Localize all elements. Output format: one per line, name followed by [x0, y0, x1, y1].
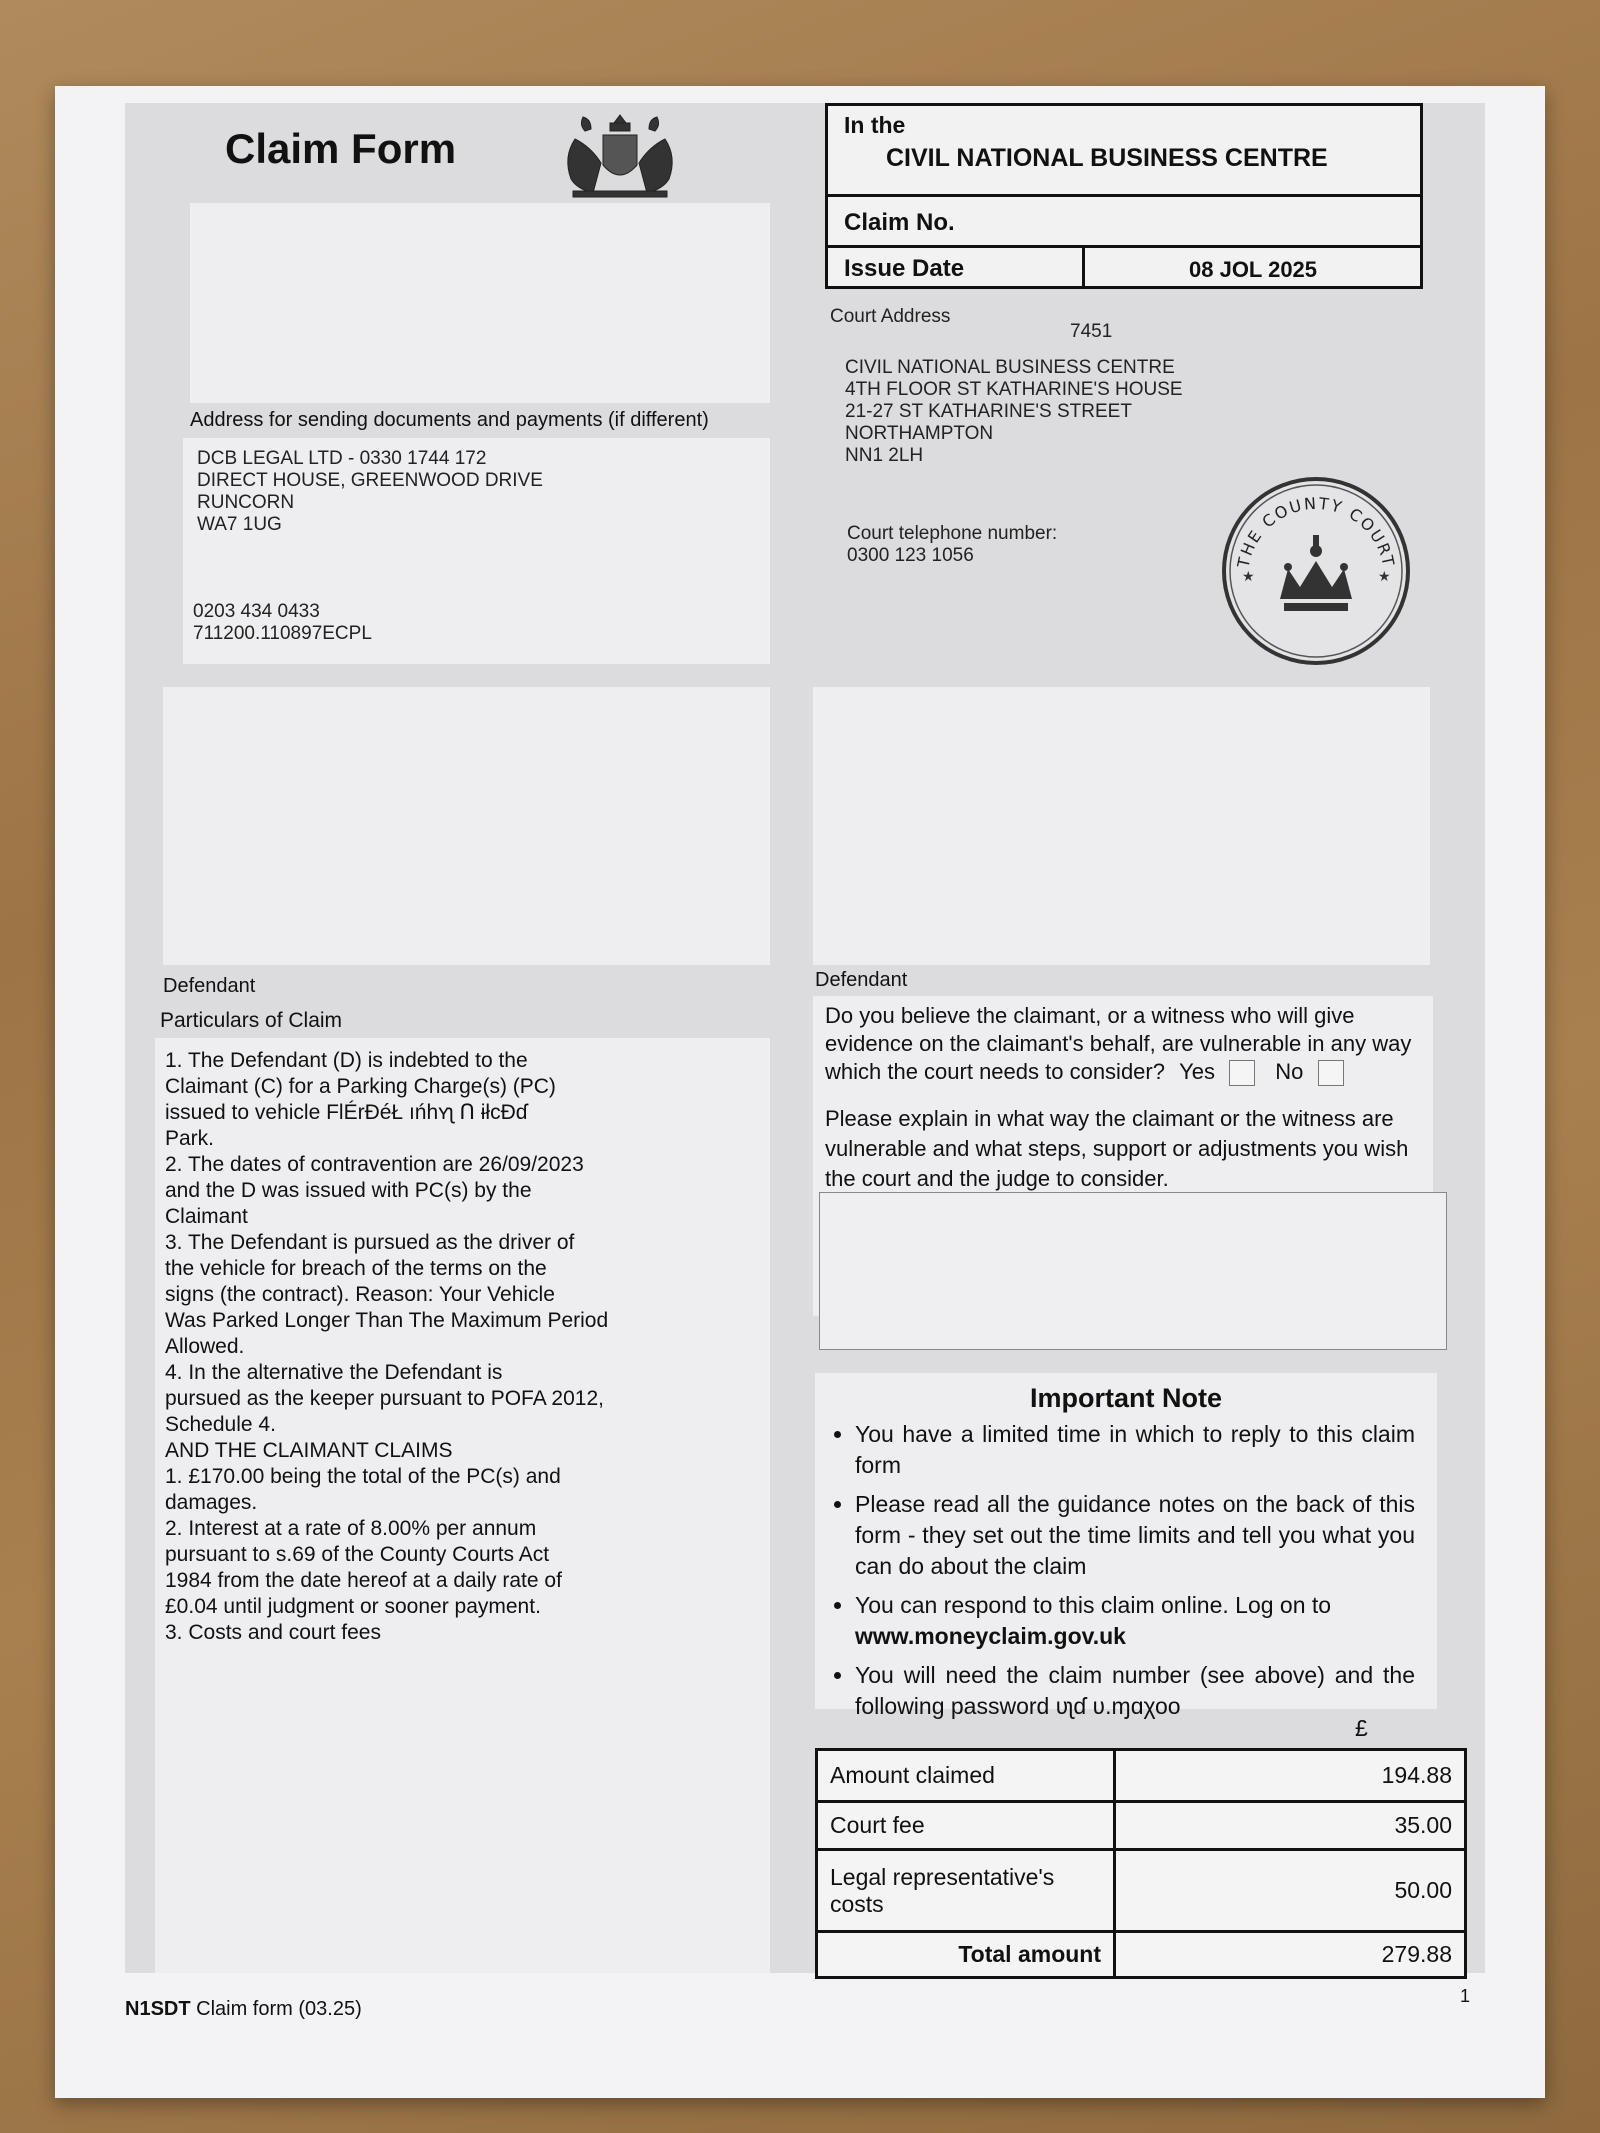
particulars-line: Schedule 4. [165, 1413, 276, 1436]
particulars-line: Park. [165, 1127, 215, 1150]
particulars-line: Claimant (C) for a Parking Charge(s) (PC) [165, 1075, 556, 1098]
claimant-address-box [183, 438, 770, 664]
page-number: 1 [1460, 1986, 1471, 2006]
particulars-line: and the D was issued with PC(s) by the [165, 1179, 532, 1202]
vulnerability-box [813, 996, 1433, 1316]
no-checkbox[interactable] [1318, 1060, 1344, 1086]
moneyclaim-link[interactable]: www.moneyclaim.gov.uk [855, 1623, 1126, 1649]
court-telephone-value: 0300 123 1056 [847, 545, 974, 566]
table-row [817, 1750, 1466, 1802]
amounts-table [815, 1748, 1467, 1979]
particulars-line: AND THE CLAIMANT CLAIMS [165, 1439, 453, 1462]
claim-no-label: Claim No. [844, 209, 955, 236]
yes-label: Yes [1179, 1059, 1215, 1084]
important-note-item: • You can respond to this claim online. Log on to www.moneyclaim.gov.uk [855, 1590, 1415, 1652]
form-code [125, 1998, 362, 2021]
particulars-line: £0.04 until judgment or sooner payment. [165, 1595, 541, 1618]
particulars-label: Particulars of Claim [160, 1009, 343, 1032]
seal-text: THE COUNTY COURT [1233, 493, 1399, 570]
claimant-name-box [190, 203, 770, 403]
claimant-reference: 711200.110897ECPL [193, 623, 372, 644]
vulnerability-explain-field[interactable] [819, 1192, 1447, 1350]
currency-symbol: £ [1355, 1715, 1368, 1741]
defendant-box-left [163, 687, 770, 965]
yes-checkbox[interactable] [1229, 1060, 1255, 1086]
defendant-label-right: Defendant [815, 969, 908, 991]
particulars-line: 1984 from the date hereof at a daily rate of [165, 1569, 562, 1592]
court-address-label: Court Address [830, 306, 951, 327]
important-note-heading: Important Note [1030, 1383, 1222, 1413]
court-telephone-label: Court telephone number: [847, 523, 1058, 544]
court-address-line: NN1 2LH [845, 445, 924, 466]
court-address-code: 7451 [1070, 321, 1113, 342]
important-note-box [815, 1373, 1437, 1719]
particulars-box [155, 1038, 770, 1973]
particulars-text [165, 1048, 608, 1646]
amount-label: Legal representative's costs [817, 1850, 1115, 1932]
court-address-line: 21-27 ST KATHARINE'S STREET [845, 401, 1132, 422]
particulars-line: 2. Interest at a rate of 8.00% per annum [165, 1517, 537, 1540]
court-address-line: 4TH FLOOR ST KATHARINE'S HOUSE [845, 379, 1183, 400]
form-title: Claim Form [225, 125, 457, 172]
court-address-line: CIVIL NATIONAL BUSINESS CENTRE [845, 357, 1175, 378]
particulars-line: issued to vehicle FlÉrÐéŁ ıńhʏʅ Ո ɨłϲÐɗ [165, 1101, 528, 1124]
amount-value: 35.00 [1115, 1802, 1466, 1850]
password-value: ʋʅɗ ʋ.ɱɑχοο [1055, 1693, 1181, 1719]
svg-text:★: ★ [1242, 568, 1255, 584]
table-row [817, 1932, 1466, 1978]
particulars-line: damages. [165, 1491, 258, 1514]
court-name-box [825, 103, 1423, 197]
particulars-line: signs (the contract). Reason: Your Vehicle [165, 1283, 555, 1306]
claim-no-box [825, 194, 1423, 248]
vulnerability-question: Do you believe the claimant, or a witness who will give evidence on the claimant's behalf, are vulnerable in any way which the court needs to consider? [825, 1003, 1412, 1084]
important-note-item: • You will need the claim number (see above) and the following password ʋʅɗ ʋ.ɱɑχοο [855, 1660, 1415, 1722]
particulars-line: 3. The Defendant is pursued as the driver of [165, 1231, 575, 1254]
total-label: Total amount [817, 1932, 1115, 1978]
claimant-address-line: WA7 1UG [197, 514, 282, 535]
court-telephone [847, 523, 1057, 567]
in-the-label: In the [844, 112, 906, 138]
particulars-line: 4. In the alternative the Defendant is [165, 1361, 503, 1384]
important-note-item: • Please read all the guidance notes on the back of this form - they set out the time limits and tell you what you can do about the claim [855, 1489, 1415, 1582]
form-body [125, 103, 1485, 1973]
amount-label: Court fee [817, 1802, 1115, 1850]
particulars-line: 2. The dates of contravention are 26/09/2023 [165, 1153, 584, 1176]
particulars-line: pursuant to s.69 of the County Courts Act [165, 1543, 550, 1566]
issue-date-value: 08 JOL 2025 [1189, 257, 1318, 282]
royal-coat-of-arms-icon [555, 111, 685, 208]
county-court-seal [1218, 473, 1414, 674]
form-code-text: Claim form (03.25) [196, 1998, 362, 2020]
court-address [845, 357, 1183, 467]
claimant-phone: 0203 434 0433 [193, 601, 320, 622]
claimant-address-line: RUNCORN [197, 492, 295, 513]
claimant-address-line: DIRECT HOUSE, GREENWOOD DRIVE [197, 470, 543, 491]
vulnerability-explain-text: Please explain in what way the claimant or the witness are vulnerable and what steps, support or adjustments you wish the court and the judge to consider. [825, 1106, 1409, 1191]
amount-value: 50.00 [1115, 1850, 1466, 1932]
court-address-line: NORTHAMPTON [845, 423, 994, 444]
issue-date-value-box [1082, 245, 1423, 289]
particulars-line: Claimant [165, 1205, 248, 1228]
particulars-line: the vehicle for breach of the terms on the [165, 1257, 547, 1280]
issue-date-label-box [825, 245, 1085, 289]
total-value: 279.88 [1115, 1932, 1466, 1978]
particulars-line: 1. £170.00 being the total of the PC(s) and [165, 1465, 561, 1488]
particulars-line: pursued as the keeper pursuant to POFA 2012, [165, 1387, 604, 1410]
issue-date-label: Issue Date [844, 255, 965, 282]
particulars-line: Allowed. [165, 1335, 245, 1358]
claimant-address-line: DCB LEGAL LTD - 0330 1744 172 [197, 448, 487, 469]
no-label: No [1275, 1059, 1304, 1084]
defendant-label-left: Defendant [163, 975, 256, 997]
important-note-item: • You have a limited time in which to reply to this claim form [855, 1419, 1415, 1481]
particulars-line: 1. The Defendant (D) is indebted to the [165, 1049, 528, 1072]
particulars-line: 3. Costs and court fees [165, 1621, 381, 1644]
court-name: CIVIL NATIONAL BUSINESS CENTRE [886, 144, 1328, 172]
particulars-line: Was Parked Longer Than The Maximum Period [165, 1309, 609, 1332]
amount-label: Amount claimed [817, 1750, 1115, 1802]
table-row [817, 1802, 1466, 1850]
table-row [817, 1850, 1466, 1932]
form-code-id: N1SDT [125, 1998, 191, 2020]
claim-form-sheet [55, 86, 1545, 2098]
svg-text:★: ★ [1378, 568, 1391, 584]
defendant-box-right [813, 687, 1430, 965]
amount-value: 194.88 [1115, 1750, 1466, 1802]
important-note-list [815, 1419, 1415, 1722]
claimant-address-label: Address for sending documents and payments (if different) [190, 409, 709, 431]
